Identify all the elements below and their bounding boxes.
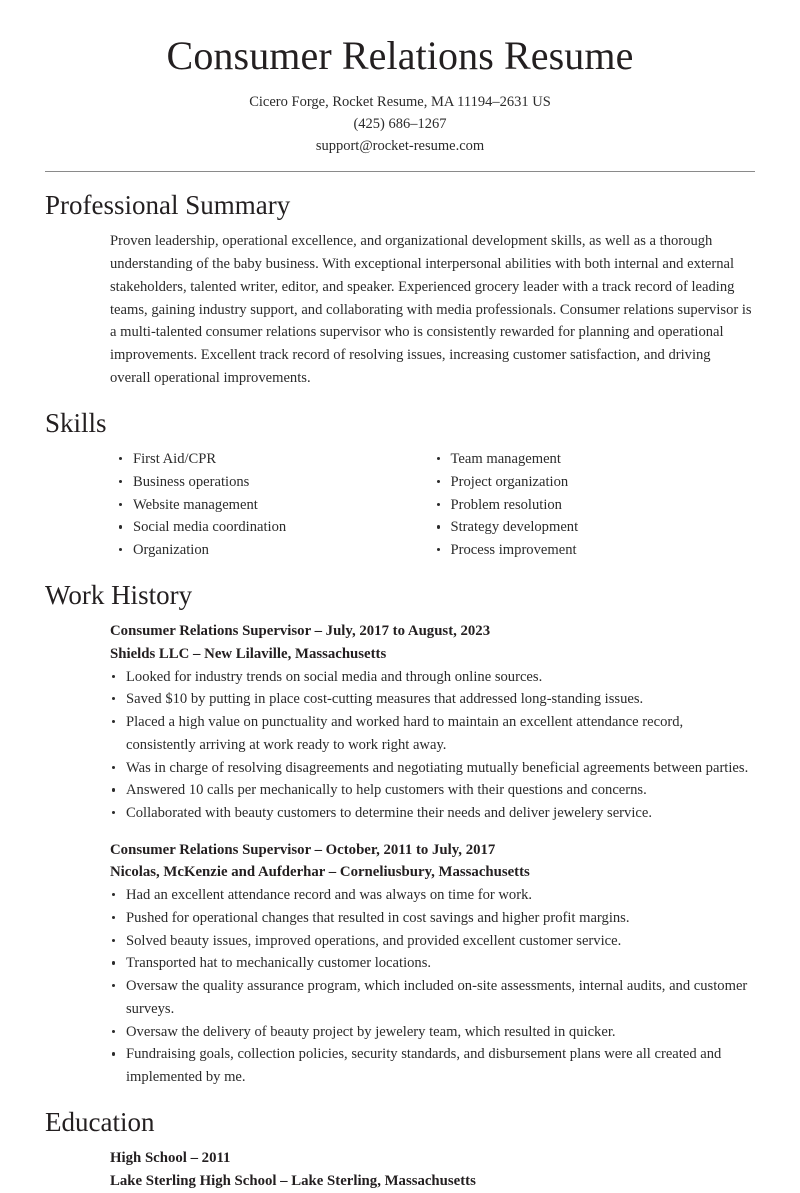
section-professional-summary bbox=[0, 189, 800, 390]
list-item: Placed a high value on punctuality and worked hard to maintain an excellent attendance record, consistently arriving at work ready to work right away. bbox=[110, 711, 752, 757]
job-employer: Nicolas, McKenzie and Aufderhar – Corneliusbury, Massachusetts bbox=[110, 864, 530, 881]
list-item: Organization bbox=[117, 539, 435, 562]
list-item: Pushed for operational changes that resulted in cost savings and higher profit margins. bbox=[110, 907, 752, 930]
job-title: Consumer Relations Supervisor – July, 2017 to August, 2023 bbox=[110, 623, 491, 640]
professional-summary-body bbox=[45, 230, 755, 389]
section-heading-skills: Skills bbox=[45, 407, 107, 438]
section-work-history bbox=[0, 579, 800, 1089]
list-item: Process improvement bbox=[435, 539, 753, 562]
list-item: Strategy development bbox=[435, 516, 753, 539]
list-item: Website management bbox=[117, 494, 435, 517]
list-item: Collaborated with beauty customers to determine their needs and deliver jewelery service. bbox=[110, 802, 752, 825]
job-title: Consumer Relations Supervisor – October, 2011 to July, 2017 bbox=[110, 841, 496, 858]
education-school: Lake Sterling High School – Lake Sterling, Massachusetts bbox=[110, 1173, 476, 1190]
work-history-entry bbox=[110, 620, 752, 825]
education-degree: High School – 2011 bbox=[110, 1150, 231, 1167]
list-item: Was in charge of resolving disagreements and negotiating mutually beneficial agreements between parties. bbox=[110, 757, 752, 780]
list-item: Oversaw the quality assurance program, which included on-site assessments, internal audits, and customer surveys. bbox=[110, 975, 752, 1021]
contact-phone: (425) 686–1267 bbox=[353, 115, 447, 132]
page-title: Consumer Relations Resume bbox=[166, 33, 634, 78]
list-item: Transported hat to mechanically customer locations. bbox=[110, 952, 752, 975]
skills-list-right bbox=[435, 448, 753, 562]
contact-email: support@rocket-resume.com bbox=[315, 137, 485, 154]
contact-address: Cicero Forge, Rocket Resume, MA 11194–2631 US bbox=[249, 93, 551, 110]
skills-column-right bbox=[435, 448, 753, 562]
section-heading-education: Education bbox=[45, 1107, 155, 1137]
job-bullet-list bbox=[110, 666, 752, 825]
list-item: Looked for industry trends on social media and through online sources. bbox=[110, 666, 752, 689]
list-item: Solved beauty issues, improved operations, and provided excellent customer service. bbox=[110, 930, 752, 953]
list-item: Had an excellent attendance record and was always on time for work. bbox=[110, 884, 752, 907]
education-entry bbox=[110, 1147, 752, 1192]
resume-header bbox=[0, 0, 800, 157]
list-item: Project organization bbox=[435, 471, 753, 494]
work-history-entry bbox=[110, 839, 752, 1089]
list-item: Social media coordination bbox=[117, 516, 435, 539]
education-body bbox=[45, 1147, 755, 1192]
section-education bbox=[0, 1106, 800, 1193]
header-divider bbox=[45, 171, 755, 172]
list-item: Answered 10 calls per mechanically to help customers with their questions and concerns. bbox=[110, 779, 752, 802]
list-item: First Aid/CPR bbox=[117, 448, 435, 471]
section-heading-professional-summary: Professional Summary bbox=[45, 189, 291, 220]
list-item: Oversaw the delivery of beauty project by jewelery team, which resulted in quicker. bbox=[110, 1021, 752, 1044]
list-item: Problem resolution bbox=[435, 494, 753, 517]
list-item: Saved $10 by putting in place cost-cutting measures that addressed long-standing issues. bbox=[110, 688, 752, 711]
skills-columns bbox=[45, 448, 755, 562]
professional-summary-text: Proven leadership, operational excellence, and organizational development skills, as well as a thorough understanding of the baby business. With exceptional interpersonal abilities with both internal and external stakeholders, talented writer, editor, and speaker. Experienced grocery leader with a track record of leading teams, gaining industry support, and collaborating with media professionals. Consumer relations supervisor is a multi-talented consumer relations supervisor who is consistently rewarded for planning and operational improvements. Excellent track record of resolving issues, increasing customer satisfaction, and driving overall operational improvements. bbox=[110, 233, 752, 386]
work-history-body bbox=[45, 620, 755, 1089]
list-item: Business operations bbox=[117, 471, 435, 494]
job-bullet-list bbox=[110, 884, 752, 1089]
section-skills bbox=[0, 407, 800, 562]
skills-column-left bbox=[117, 448, 435, 562]
list-item: Fundraising goals, collection policies, security standards, and disbursement plans were all created and implemented by me. bbox=[110, 1043, 752, 1089]
job-employer: Shields LLC – New Lilaville, Massachusetts bbox=[110, 645, 387, 662]
list-item: Team management bbox=[435, 448, 753, 471]
section-heading-work-history: Work History bbox=[45, 579, 193, 610]
skills-list-left bbox=[117, 448, 435, 562]
